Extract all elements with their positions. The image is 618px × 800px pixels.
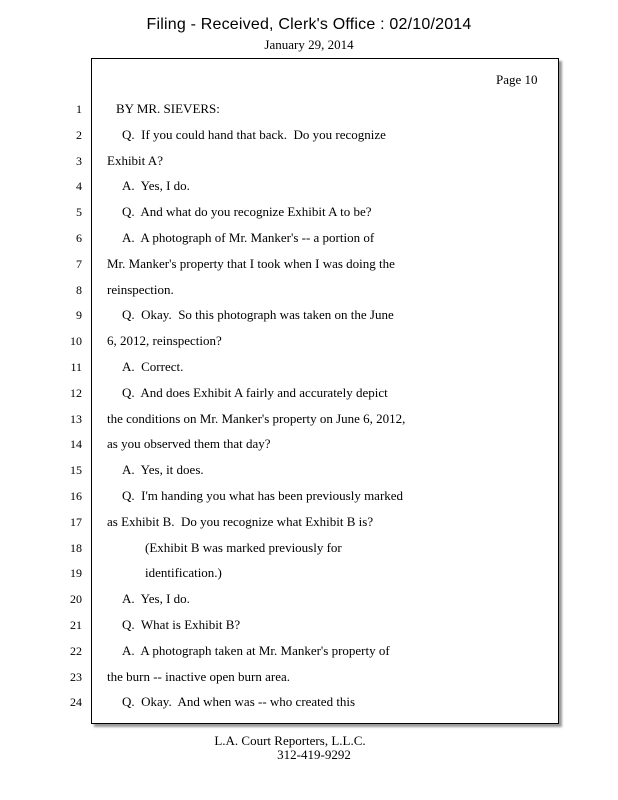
- reporter-phone: 312-419-9292: [277, 747, 351, 762]
- transcript-line: A. A photograph of Mr. Manker's -- a portion of: [122, 230, 375, 245]
- line-number-value: 12: [70, 386, 82, 400]
- transcript-line: A. Yes, it does.: [122, 462, 204, 477]
- line-number-value: 3: [76, 154, 82, 168]
- line-number-value: 19: [70, 566, 82, 580]
- page-number: Page 10: [496, 72, 538, 87]
- transcript-line: Q. What is Exhibit B?: [122, 617, 241, 632]
- line-number-value: 21: [70, 618, 82, 632]
- transcript-line: (Exhibit B was marked previously for: [145, 540, 342, 555]
- line-number-value: 17: [70, 515, 82, 529]
- transcript-line: as you observed them that day?: [107, 436, 271, 451]
- line-number-value: 16: [70, 489, 82, 503]
- transcript-line: Q. And does Exhibit A fairly and accurately depict: [122, 385, 388, 400]
- line-number-value: 6: [76, 231, 82, 245]
- transcript-line: 6, 2012, reinspection?: [107, 333, 222, 348]
- transcript-line: A. Yes, I do.: [122, 178, 190, 193]
- transcript-line: A. Correct.: [122, 359, 184, 374]
- line-number-value: 18: [70, 541, 82, 555]
- line-number-value: 15: [70, 463, 82, 477]
- transcript-line: Q. I'm handing you what has been previously marked: [122, 488, 404, 503]
- line-number-value: 22: [70, 644, 82, 658]
- transcript-line: BY MR. SIEVERS:: [116, 101, 220, 116]
- reporter-company: L.A. Court Reporters, L.L.C.: [214, 733, 366, 748]
- line-number-value: 23: [70, 670, 82, 684]
- line-number-value: 24: [70, 695, 82, 709]
- line-number-value: 1: [76, 102, 82, 116]
- transcript-line: Exhibit A?: [107, 153, 163, 168]
- line-number-value: 11: [70, 360, 82, 374]
- transcript-line: Q. If you could hand that back. Do you recognize: [122, 127, 386, 142]
- line-number-value: 14: [70, 437, 82, 451]
- transcript-line: A. A photograph taken at Mr. Manker's property of: [122, 643, 390, 658]
- transcript-line: Q. Okay. And when was -- who created this: [122, 694, 356, 709]
- transcript-line: A. Yes, I do.: [122, 591, 190, 606]
- transcript-line: Mr. Manker's property that I took when I was doing the: [107, 256, 395, 271]
- line-number-value: 9: [76, 308, 82, 322]
- transcript-date: January 29, 2014: [264, 37, 354, 52]
- filing-stamp: Filing - Received, Clerk's Office : 02/10/2014: [146, 16, 472, 33]
- transcript-line: identification.): [145, 565, 222, 580]
- transcript-line: Q. Okay. So this photograph was taken on the June: [122, 307, 394, 322]
- transcript-line: as Exhibit B. Do you recognize what Exhibit B is?: [107, 514, 374, 529]
- transcript-line: reinspection.: [107, 282, 174, 297]
- line-number-value: 10: [70, 334, 82, 348]
- transcript-line: Q. And what do you recognize Exhibit A to be?: [122, 204, 372, 219]
- line-number-value: 20: [70, 592, 82, 606]
- line-number-value: 13: [70, 412, 82, 426]
- line-number-value: 4: [76, 179, 82, 193]
- transcript-line: the burn -- inactive open burn area.: [107, 669, 291, 684]
- line-number-value: 2: [76, 128, 82, 142]
- line-number-value: 7: [76, 257, 82, 271]
- transcript-line: the conditions on Mr. Manker's property on June 6, 2012,: [107, 411, 406, 426]
- line-number-value: 5: [76, 205, 82, 219]
- line-number-value: 8: [76, 283, 82, 297]
